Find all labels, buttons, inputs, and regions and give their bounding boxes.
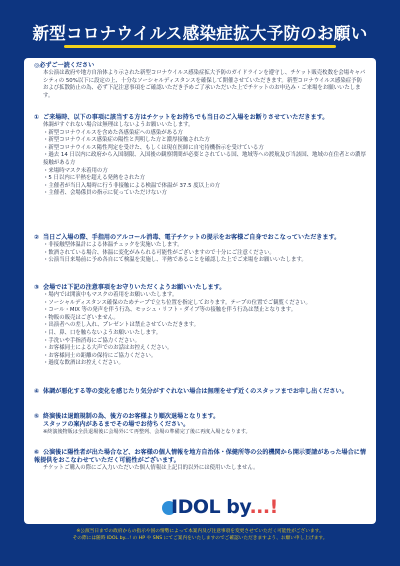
list-item: ・ 手洗いや手指消毒にご協力ください。: [34, 338, 366, 346]
section-2-heading: [34, 234, 366, 242]
list-item: ・ 飲酒されている場合、体温に変化がみられる可能性がございますので十分にご注意ください。: [34, 250, 366, 258]
section-5-title: 終演後は退館規制の為、後方のお客様より順次退場となります。: [43, 413, 220, 420]
section-2-title: 当日ご入場の際、手指用のアルコール消毒、電子チケットの提示をお客様ご自身でおこなっていただきます。: [43, 234, 341, 241]
section-2-number: ②: [34, 234, 40, 241]
page-title: 新型コロナウイルス感染症拡大予防のお願い: [32, 24, 368, 43]
list-item: ・ 主催者、会場係員の指示に従っていただけない方: [34, 190, 366, 198]
list-item: ・ 新型コロナウイルスを含めた各感染症への感染がある方: [34, 130, 366, 138]
logo-text: IDOL by: [171, 496, 250, 518]
section-3-title: 会場では下記の注意事項をお守りいただくようお願いいたします。: [43, 284, 226, 291]
section-6-number: ⑥: [34, 449, 40, 456]
section-4-number: ④: [34, 388, 40, 395]
list-item: ・ 公演当日来場前に予め各自にて検温を実施し、平熱であることを確認した上でご来場をお願いいたします。: [34, 257, 366, 265]
section-2: [34, 234, 366, 265]
list-item: ・ お客様同士の距離の保持にご協力ください。: [34, 353, 366, 361]
intro-heading: ◎必ずご一読ください: [34, 62, 95, 69]
section-6: [34, 449, 366, 473]
section-5-number: ⑤: [34, 413, 40, 420]
footer-notice: [0, 528, 400, 542]
section-5-subtitle: スタッフの案内があるまでその場でお待ちください。: [43, 421, 190, 428]
section-5-note: ※終演後物販は全員退場後に会場外にて再整列、会場の準備完了後に再度入場となります。: [43, 429, 251, 435]
list-item: ・ 過去 14 日以内に政府から入国制限、入国後の観察期間が必要とされている国、地域等への渡航及び当該国、地域の在住者との濃厚接触がある方: [34, 152, 366, 167]
list-item: ・ 過度な飲酒はお控えください。: [34, 360, 366, 368]
section-3-heading: [34, 284, 366, 292]
footer-line-1: ※公演当日までの政府からの指示や国の情勢によって本案内及び注意事項を変更させていただく可能性がございます。: [76, 529, 324, 534]
section-6-heading: [34, 449, 366, 465]
list-item: ・ お客様同士による大声でのお話はお控えください。: [34, 345, 366, 353]
section-1: [34, 114, 366, 198]
section-6-text: チケットご購入の際にご入力いただいた個人情報は上記目的以外には使用いたしません。: [43, 465, 259, 471]
section-1-sub: 体調がすぐれない場合は無理はしないようお願いいたします。: [43, 122, 194, 128]
section-6-title: 公演後に陽性者が出た場合など、お客様の個人情報を地方自治体・保健所等の公的機関から開示要請があった場合に情報提供をおこなわせていただく可能性がございます。: [34, 449, 366, 464]
idol-by-logo: [162, 496, 282, 526]
list-item: ・ 目、鼻、口を触らないようお願いいたします。: [34, 330, 366, 338]
section-5-heading: [34, 413, 366, 421]
list-item: ・ 場内では開演中もマスクの着用をお願いいたします。: [34, 292, 366, 300]
list-item: ・ 来場時マスク未着用の方: [34, 168, 366, 176]
section-3-number: ③: [34, 284, 40, 291]
list-item: ・ 主催者が当日入場時に行う非接触による検温で体温が 37.5 度以上の方: [34, 183, 366, 191]
title-underline: [64, 45, 336, 48]
list-item: ・ コール・MIX 等の発声を伴う行為、モッシュ・リフト・ダイブ等の接触を伴う行為は禁止となります。: [34, 307, 366, 315]
list-item: ・ ソーシャルディスタンス確保のためテープで立ち位置を指定しております。テープの位置でご観覧ください。: [34, 300, 366, 308]
list-item: ・ 新型コロナウイルス陽性判定を受けた、もしくは現在医師に自宅待機指示を受けている方: [34, 145, 366, 153]
section-4: [34, 388, 366, 396]
section-1-title: ご来場時、以下の事項に該当する方はチケットをお持ちでも当日のご入場をお断りさせていただきます。: [43, 114, 329, 121]
list-item: ・ 非接触型体温計による体温チェックを実施いたします。: [34, 242, 366, 250]
list-item: ・ 出演者への差し入れ、プレゼントは禁止させていただきます。: [34, 322, 366, 330]
logo-dots: ...!: [249, 496, 278, 518]
list-item: ・ 新型コロナウイルス感染症の陽性と判明した方と濃厚接触された方: [34, 137, 366, 145]
intro-text: 本公演は政府や地方自治体より示された新型コロナウイルス感染症拡大予防のガイドラインを遵守し、チケット販売枚数を会場キャパシティの 50%以下に設定の上、十分なソーシャルディスタンスを確保して開催させていただきます。新型コロナウイルス感染症予防および拡散防止の為、必ず下記注意事項をご確認いただき予めご了承いただいた上でチケットのお申込み・ご来場をお願いいたします。: [43, 70, 366, 99]
list-item: ・ 物販の販売はございません。: [34, 315, 366, 323]
notice-card: [24, 58, 376, 524]
section-3: [34, 284, 366, 368]
intro-section: [34, 62, 366, 100]
list-item: ・ 5 日以内に平熱を超える発熱をされた方: [34, 175, 366, 183]
section-1-number: ①: [34, 114, 40, 121]
section-4-heading: [34, 388, 366, 396]
section-4-title: 体調が悪化する等の変化を感じたり気分がすぐれない場合は無理をせず近くのスタッフまでお申し出ください。: [43, 388, 348, 395]
section-5: [34, 413, 366, 437]
section-1-heading: [34, 114, 366, 122]
footer-line-2: その際には随時 IDOL by...! の HP や SNS にてご案内をいたしますのでご確認いただきますよう、お願い申し上げます。: [72, 536, 328, 541]
